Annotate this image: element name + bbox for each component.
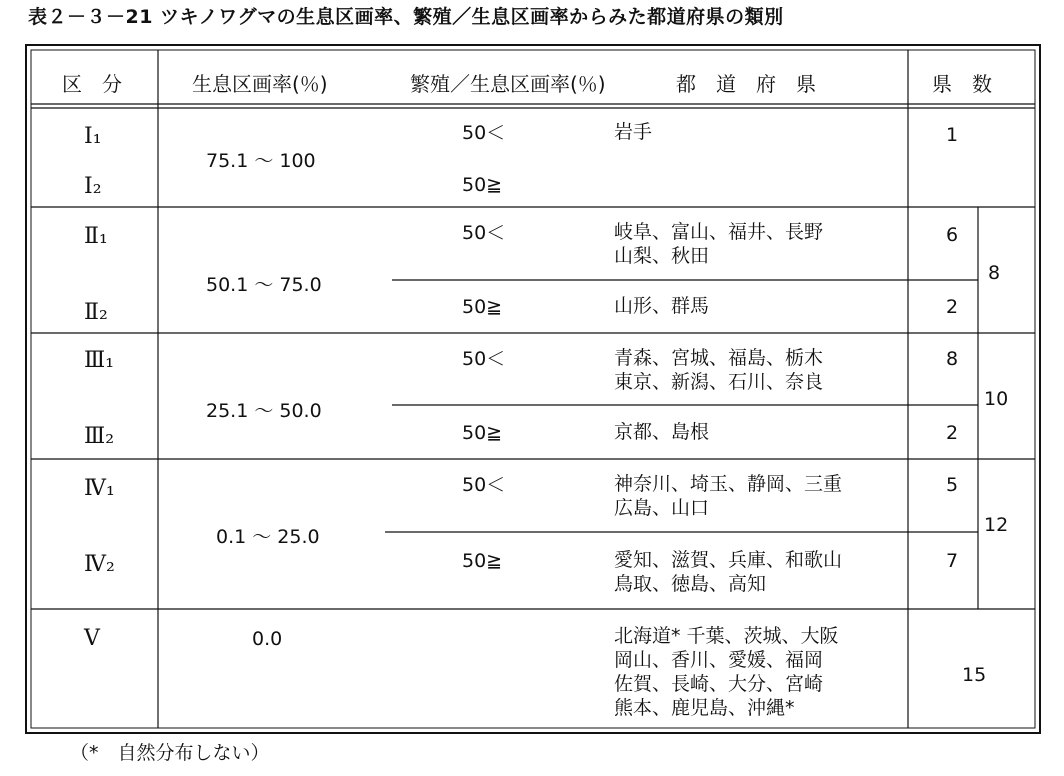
prefectures-ii2: 山形、群馬 xyxy=(614,295,710,317)
breeding-iv1: 50＜ xyxy=(462,474,506,496)
habitat-range-iii: 25.1 ～ 50.0 xyxy=(206,400,322,422)
header-category: 区 分 xyxy=(62,72,122,96)
header-prefectures: 都 道 府 県 xyxy=(676,72,816,96)
row-label-ii1: Ⅱ₁ xyxy=(84,224,108,249)
count-iv1: 5 xyxy=(946,474,959,496)
total-iii: 10 xyxy=(984,388,1009,410)
prefectures-iv2: 愛知、滋賀、兵庫、和歌山 鳥取、徳島、高知 xyxy=(614,549,843,595)
total-ii: 8 xyxy=(988,262,1001,284)
row-label-iii1: Ⅲ₁ xyxy=(84,348,115,373)
count-i1: 1 xyxy=(946,124,959,146)
habitat-range-v: 0.0 xyxy=(252,628,283,650)
footnote: （* 自然分布しない） xyxy=(70,742,270,764)
prefectures-iii1: 青森、宮城、福島、栃木 東京、新潟、石川、奈良 xyxy=(614,347,824,393)
habitat-range-iv: 0.1 ～ 25.0 xyxy=(216,526,320,548)
header-count: 県 数 xyxy=(932,72,992,96)
row-label-i1: Ⅰ₁ xyxy=(84,124,102,149)
count-iii1: 8 xyxy=(946,348,959,370)
prefectures-ii1: 岐阜、富山、福井、長野 山梨、秋田 xyxy=(614,221,824,267)
header-breeding-rate: 繁殖／生息区画率(％) xyxy=(410,72,606,96)
breeding-i1: 50＜ xyxy=(462,122,506,144)
row-label-iv2: Ⅳ₂ xyxy=(84,552,115,577)
prefectures-i1: 岩手 xyxy=(614,121,653,143)
breeding-iii2: 50≧ xyxy=(462,422,503,444)
habitat-range-ii: 50.1 ～ 75.0 xyxy=(206,274,322,296)
row-label-i2: Ⅰ₂ xyxy=(84,174,102,199)
habitat-range-i: 75.1 ～ 100 xyxy=(206,150,316,172)
count-iv2: 7 xyxy=(946,550,959,572)
row-label-iii2: Ⅲ₂ xyxy=(84,424,115,449)
header-habitat-rate: 生息区画率(％) xyxy=(192,72,328,96)
table-title: 表２－３－21 ツキノワグマの生息区画率、繁殖／生息区画率からみた都道府県の類別 xyxy=(28,6,784,28)
row-label-ii2: Ⅱ₂ xyxy=(84,300,108,325)
count-v: 15 xyxy=(962,664,987,686)
breeding-iii1: 50＜ xyxy=(462,348,506,370)
prefectures-v: 北海道* 千葉、茨城、大阪 岡山、香川、愛媛、福岡 佐賀、長崎、大分、宮崎 熊本、鹿児島、沖縄* xyxy=(614,625,839,719)
count-ii1: 6 xyxy=(946,224,959,246)
breeding-ii1: 50＜ xyxy=(462,222,506,244)
breeding-i2: 50≧ xyxy=(462,174,503,196)
prefectures-iv1: 神奈川、埼玉、静岡、三重 広島、山口 xyxy=(614,473,843,519)
row-label-iv1: Ⅳ₁ xyxy=(84,476,115,501)
row-label-v: Ⅴ xyxy=(84,626,100,651)
total-iv: 12 xyxy=(984,514,1009,536)
count-ii2: 2 xyxy=(946,296,959,318)
prefectures-iii2: 京都、島根 xyxy=(614,421,710,443)
breeding-ii2: 50≧ xyxy=(462,296,503,318)
breeding-iv2: 50≧ xyxy=(462,550,503,572)
count-iii2: 2 xyxy=(946,422,959,444)
